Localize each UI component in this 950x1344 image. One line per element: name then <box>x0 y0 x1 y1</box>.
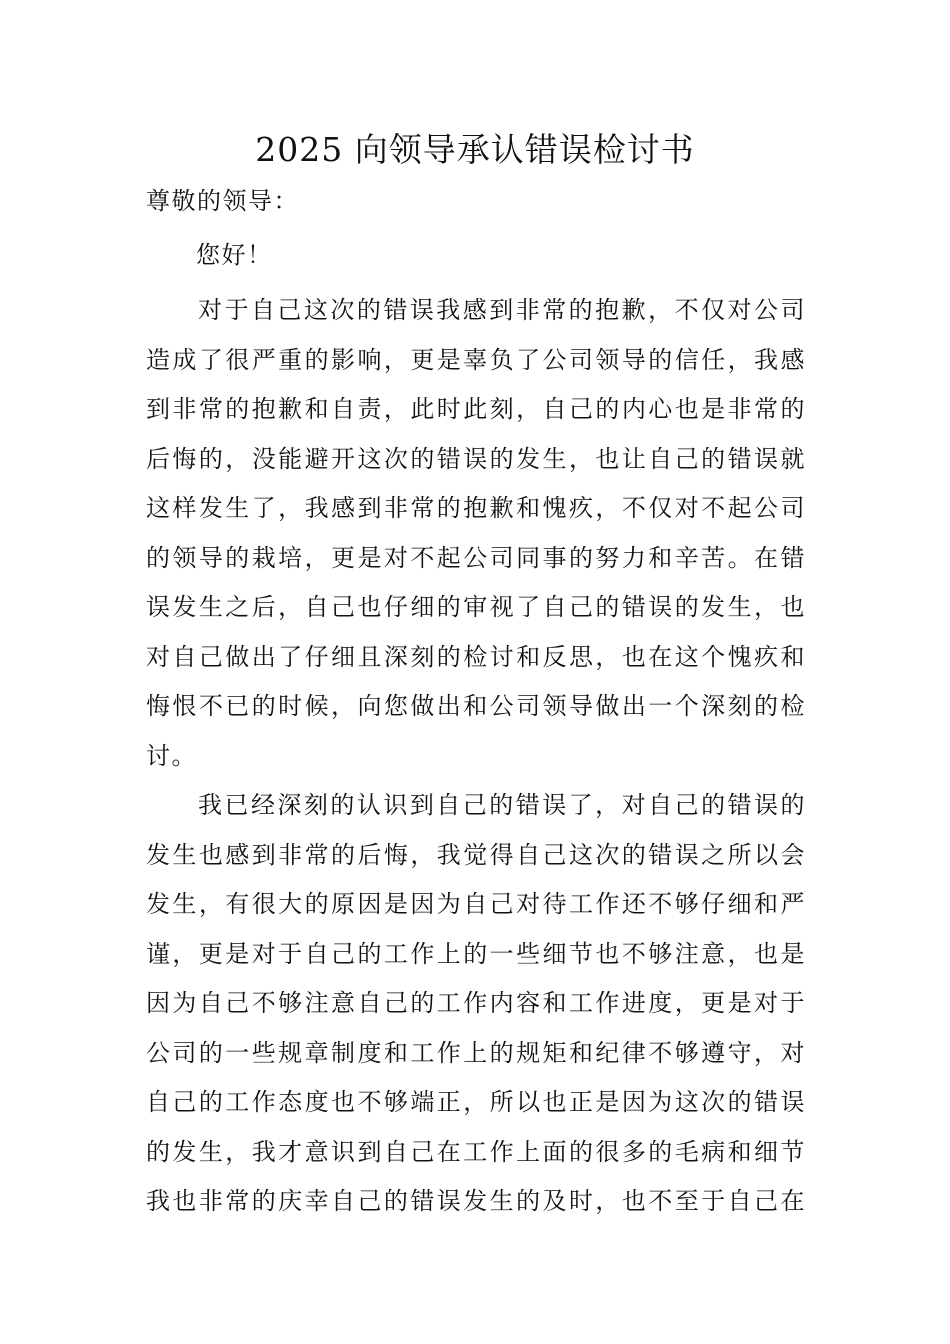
paragraph-line: 发生也感到非常的后悔，我觉得自己这次的错误之所以会 <box>146 840 806 869</box>
paragraph-line: 对于自己这次的错误我感到非常的抱歉，不仅对公司 <box>198 296 806 324</box>
paragraph-line: 误发生之后，自己也仔细的审视了自己的错误的发生，也 <box>146 593 806 621</box>
document-body <box>146 178 806 1227</box>
paragraph-line: 自己的工作态度也不够端正，所以也正是因为这次的错误 <box>146 1088 806 1116</box>
paragraph-line: 的发生，我才意识到自己在工作上面的很多的毛病和细节 <box>146 1137 806 1166</box>
greeting: 您好！ <box>196 241 273 269</box>
paragraph-line: 我也非常的庆幸自己的错误发生的及时，也不至于自己在 <box>146 1187 806 1215</box>
document-title: 2025 向领导承认错误检讨书 <box>255 130 695 169</box>
paragraph-line: 公司的一些规章制度和工作上的规矩和纪律不够遵守，对 <box>146 1038 806 1067</box>
paragraph-line: 对自己做出了仔细且深刻的检讨和反思，也在这个愧疚和 <box>146 642 806 671</box>
paragraph-line: 到非常的抱歉和自责，此时此刻，自己的内心也是非常的 <box>146 395 806 423</box>
paragraph-line: 因为自己不够注意自己的工作内容和工作进度，更是对于 <box>146 989 806 1017</box>
paragraph-line: 发生，有很大的原因是因为自己对待工作还不够仔细和严 <box>146 890 806 918</box>
paragraph-line: 悔恨不已的时候，向您做出和公司领导做出一个深刻的检 <box>146 692 806 720</box>
paragraph-line: 谨，更是对于自己的工作上的一些细节也不够注意，也是 <box>146 939 806 968</box>
paragraph-line: 造成了很严重的影响，更是辜负了公司领导的信任，我感 <box>146 345 806 374</box>
paragraph-line: 后悔的，没能避开这次的错误的发生，也让自己的错误就 <box>146 444 806 473</box>
paragraph-2 <box>146 781 806 1227</box>
paragraph-line: 的领导的栽培，更是对不起公司同事的努力和辛苦。在错 <box>146 543 806 572</box>
salutation: 尊敬的领导： <box>146 187 299 215</box>
paragraph-line: 这样发生了，我感到非常的抱歉和愧疚，不仅对不起公司 <box>146 494 806 522</box>
paragraph-line: 讨。 <box>146 741 197 770</box>
paragraph-line: 我已经深刻的认识到自己的错误了，对自己的错误的 <box>198 791 806 819</box>
paragraph-1 <box>146 286 806 781</box>
